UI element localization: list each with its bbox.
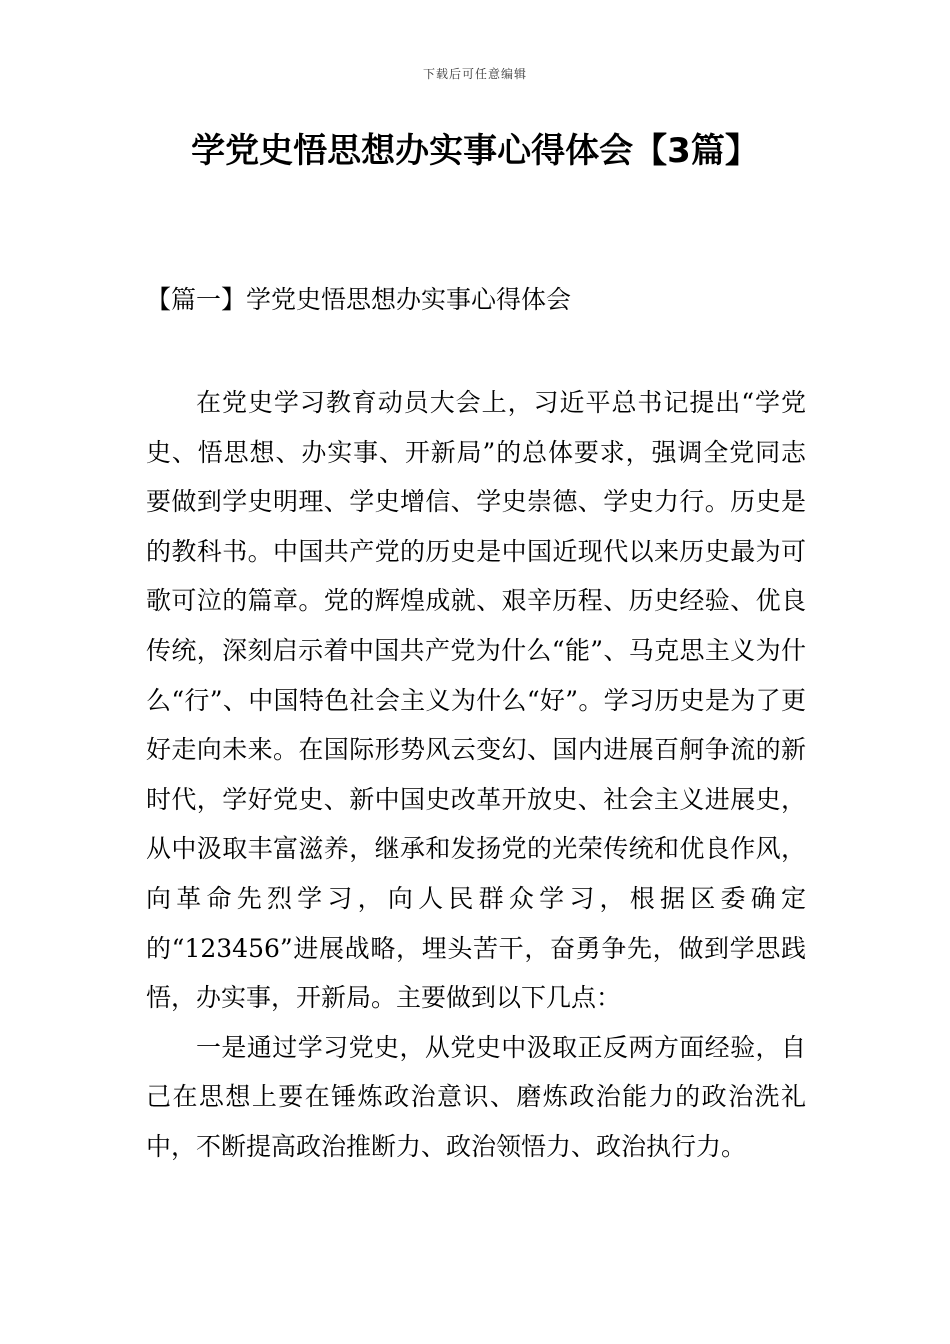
- document-title: 学党史悟思想办实事心得体会【3篇】: [191, 131, 759, 171]
- section-heading: 【篇一】学党史悟思想办实事心得体会: [146, 285, 572, 314]
- document-body: [146, 378, 806, 1172]
- body-paragraph-2: 一是通过学习党史，从党史中汲取正反两方面经验，自己在思想上要在锤炼政治意识、磨炼政治能力的政治洗礼中，不断提高政治推断力、政治领悟力、政治执行力。: [146, 1032, 806, 1161]
- page-header-note: 下载后可任意编辑: [422, 67, 527, 81]
- body-paragraph-1: 在党史学习教育动员大会上，习近平总书记提出“学党史、悟思想、办实事、开新局”的总体要求，强调全党同志要做到学史明理、学史增信、学史崇德、学史力行。历史是的教科书。中国共产党的历史是中国近现代以来历史最为可歌可泣的篇章。党的辉煌成就、艰辛历程、历史经验、优良传统，深刻启示着中国共产党为什么“能”、马克思主义为什么“行”、中国特色社会主义为什么“好”。学习历史是为了更好走向未来。在国际形势风云变幻、国内进展百舸争流的新时代，学好党史、新中国史改革开放史、社会主义进展史，从中汲取丰富滋养，继承和发扬党的光荣传统和优良作风，向革命先烈学习，向人民群众学习，根据区委确定的“123456”进展战略，埋头苦干，奋勇争先，做到学思践悟，办实事，开新局。主要做到以下几点：: [146, 388, 806, 1013]
